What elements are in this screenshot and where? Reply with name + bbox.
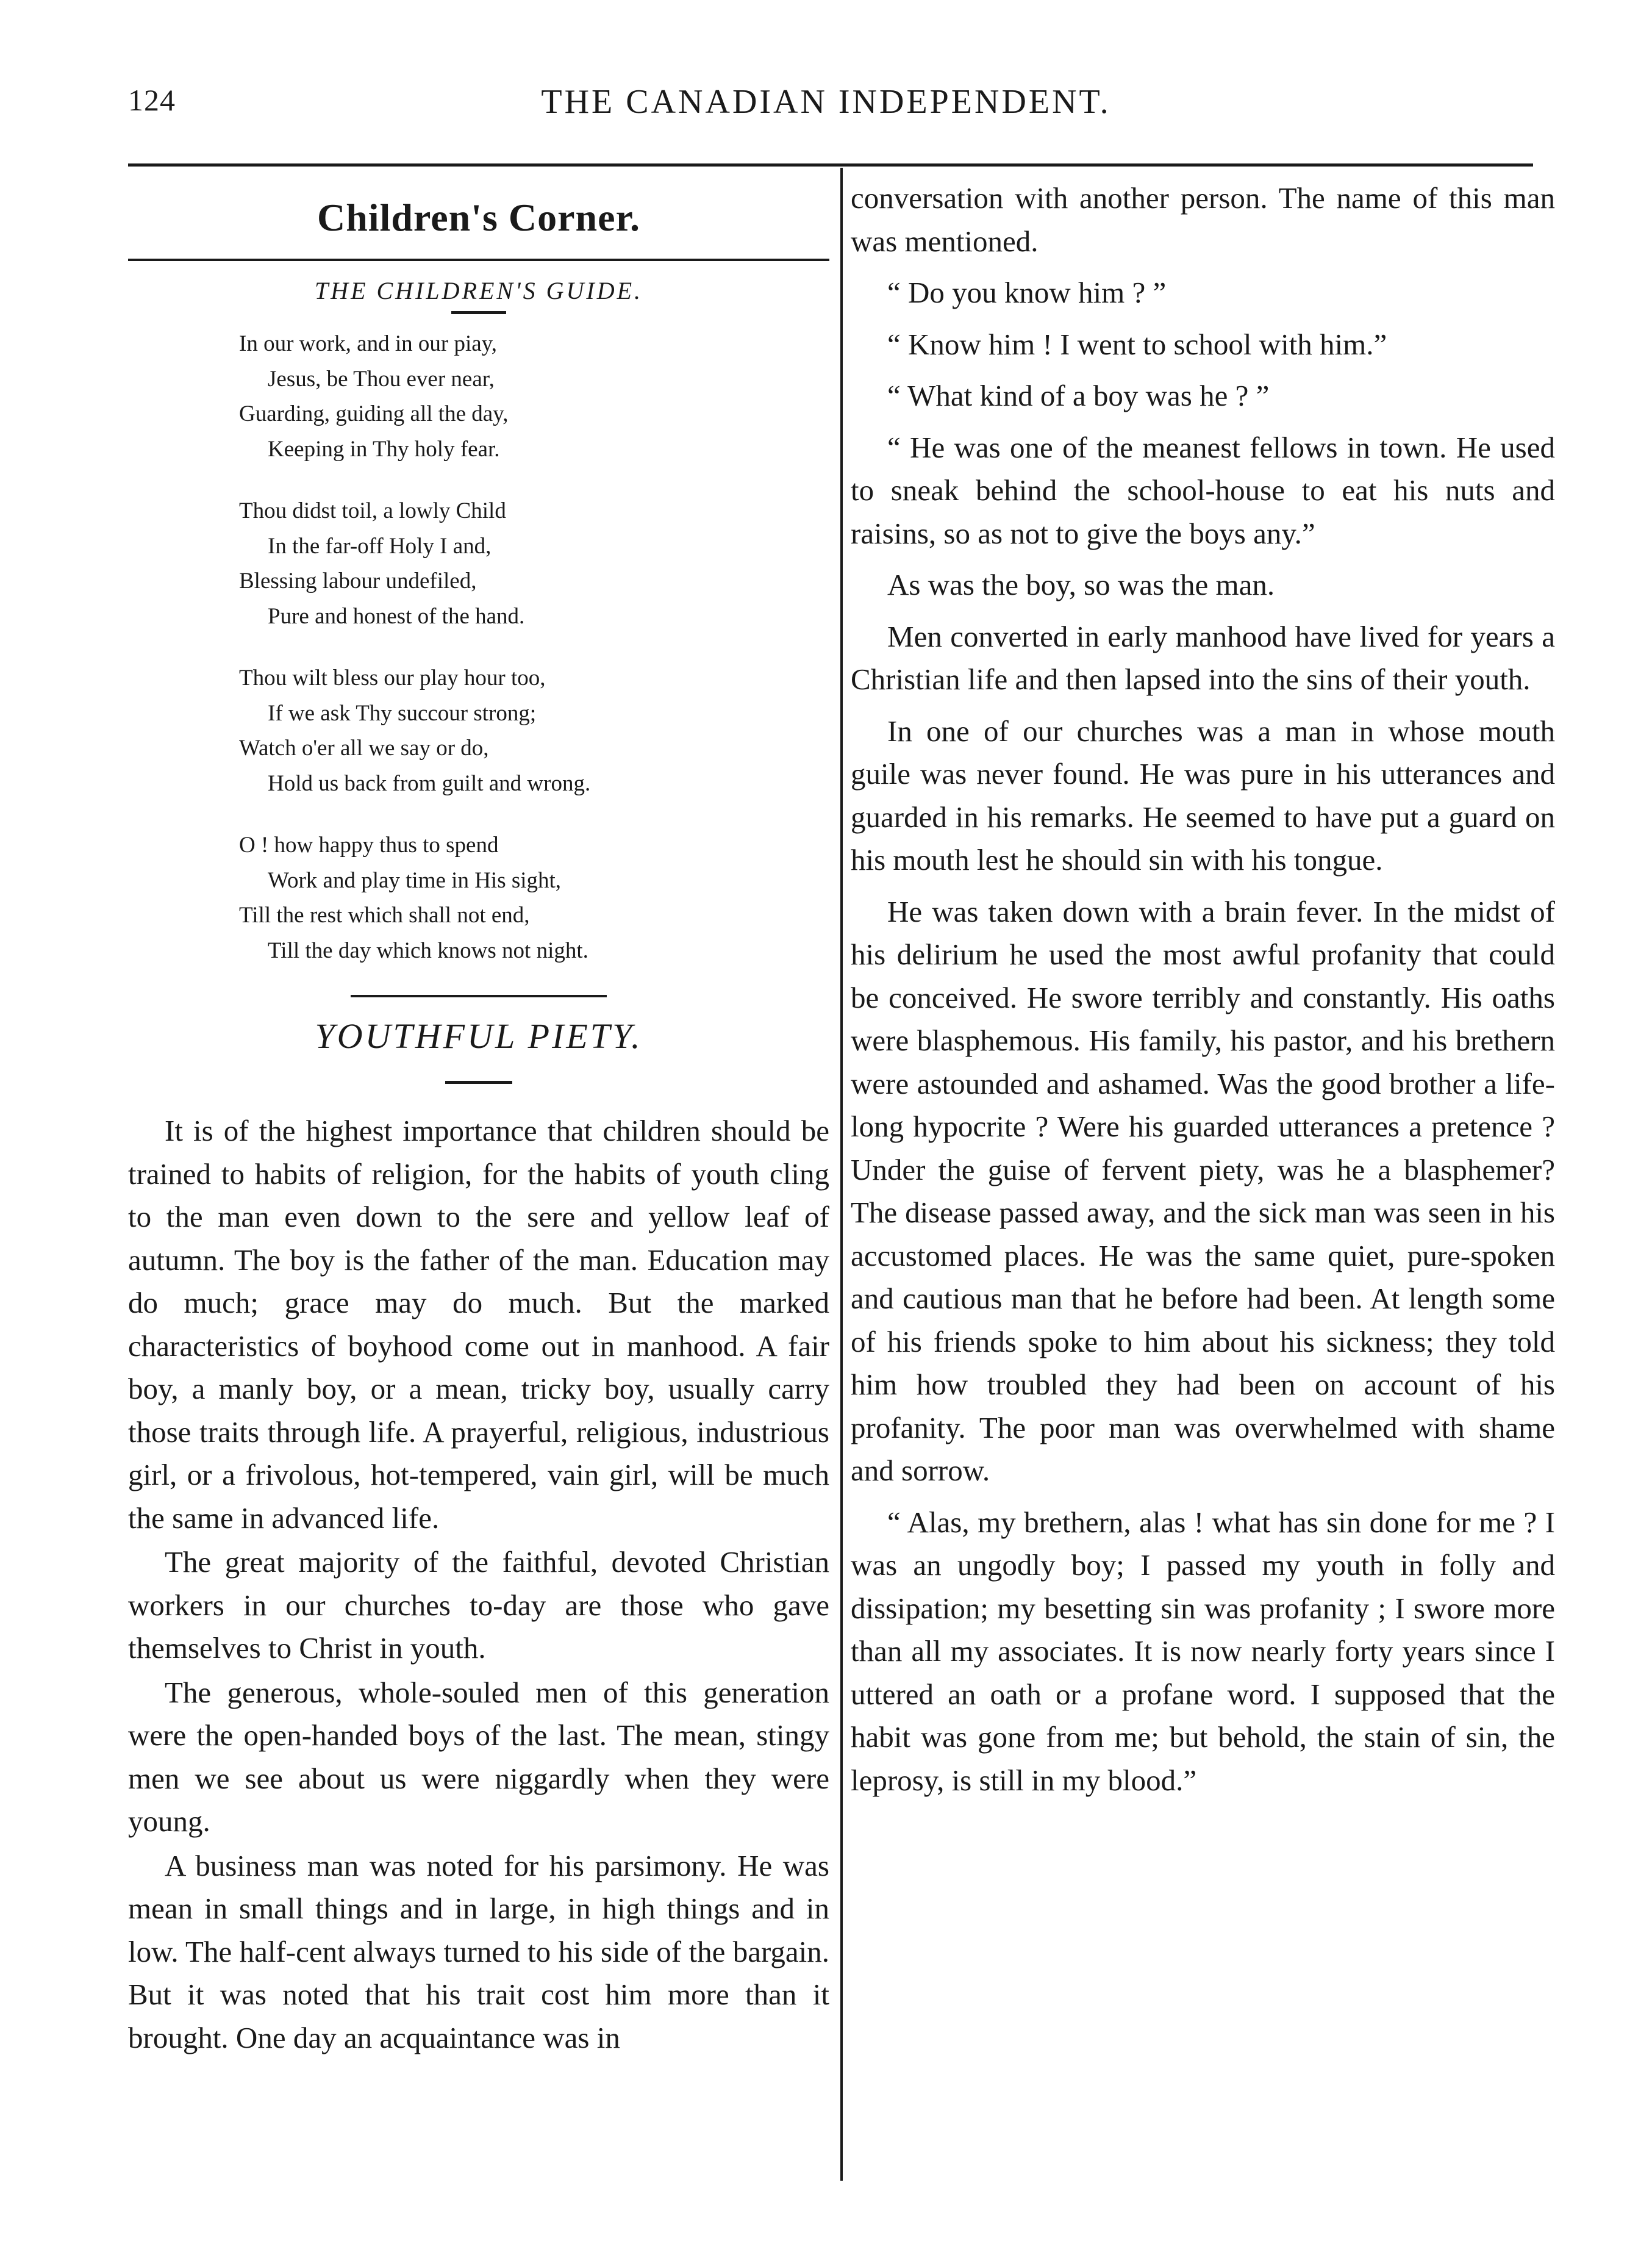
article-divider: [351, 995, 607, 997]
article-paragraph: The great majority of the faithful, devoted Christian workers in our churches to-day are those who gave themselves to Christ in youth.: [128, 1545, 829, 1665]
poem-line: Hold us back from guilt and wrong.: [268, 770, 591, 796]
poem-line: Blessing labour undefiled,: [239, 569, 477, 594]
article-paragraph: conversation with another person. The name of this man was mentioned.: [851, 181, 1555, 258]
poem-line: Work and play time in His sight,: [268, 867, 562, 893]
poem-line: Guarding, guiding all the day,: [239, 401, 509, 426]
page-number: 124: [128, 83, 176, 117]
article-paragraph: The generous, whole-souled men of this generation were the open-handed boys of the last. The mean, stingy men we see about us were niggardly when they were young.: [128, 1675, 829, 1838]
poem-line: In our work, and in our piay,: [239, 331, 498, 356]
poem-line: Till the day which knows not night.: [268, 938, 588, 963]
poem-line: Thou didst toil, a lowly Child: [239, 498, 506, 523]
poem-line: In the far-off Holy I and,: [268, 533, 492, 559]
poem-stanza: [239, 828, 829, 968]
poem-stanza: [239, 661, 829, 801]
section-rule: [128, 259, 829, 261]
article-paragraph: Men converted in early manhood have lived for years a Christian life and then lapsed into the sins of their youth.: [851, 619, 1555, 696]
header-rule: [128, 163, 1533, 167]
poem-line: Keeping in Thy holy fear.: [268, 436, 500, 462]
poem-title-rule: [451, 311, 506, 314]
article-paragraph: “ What kind of a boy was he ? ”: [887, 379, 1270, 412]
section-title: Children's Corner.: [316, 196, 641, 239]
article-paragraph: “ Do you know him ? ”: [887, 276, 1167, 309]
poem-line: Till the rest which shall not end,: [239, 903, 530, 928]
article-paragraph: It is of the highest importance that children should be trained to habits of religion, for the habits of youth cling to the man even down to the sere and yellow leaf of autumn. The boy is the father of the man. Education may do much; grace may do much. But the marked characteristics of boyhood come out in manhood. A fair boy, a manly boy, or a mean, tricky boy, usually carry those traits through life. A prayerful, religious, industrious girl, or a frivolous, hot-tempered, vain girl, will be much the same in advanced life.: [128, 1114, 829, 1535]
article-paragraph: In one of our churches was a man in whose mouth guile was never found. He was pure in his utterances and guarded in his remarks. He seemed to have put a guard on his mouth lest he should sin with his tongue.: [851, 714, 1555, 877]
article-paragraph: “ He was one of the meanest fellows in town. He used to sneak behind the school-house to eat his nuts and raisins, so as not to give the boys any.”: [851, 430, 1555, 550]
poem-line: Pure and honest of the hand.: [268, 603, 525, 629]
poem-line: If we ask Thy succour strong;: [268, 700, 537, 726]
poem-line: Thou wilt bless our play hour too,: [239, 665, 546, 691]
article-title-rule: [445, 1081, 512, 1084]
article-paragraph: As was the boy, so was the man.: [887, 568, 1275, 601]
article-title: YOUTHFUL PIETY.: [315, 1016, 643, 1056]
poem-title: THE CHILDREN'S GUIDE.: [314, 277, 643, 304]
poem-line: Jesus, be Thou ever near,: [268, 366, 495, 392]
poem-stanza: [239, 493, 829, 634]
poem-stanza: [239, 326, 829, 467]
article-paragraph: He was taken down with a brain fever. In the midst of his delirium he used the most awful profanity that could be conceived. He swore terribly and constantly. His oaths were blasphemous. His family, his pastor, and his brethern were astounded and ashamed. Was the good brother a life-long hypocrite ? Were his guarded utterances a pretence ? Under the guise of fervent piety, was he a blasphemer? The disease passed away, and the sick man was seen in his accustomed places. He was the same quiet, pure-spoken and cautious man that he before had been. At length some of his friends spoke to him about his sickness; they told him how troubled they had been on account of his profanity. The poor man was overwhelmed with shame and sorrow.: [851, 894, 1555, 1487]
right-column: [851, 177, 1555, 1810]
journal-title: THE CANADIAN INDEPENDENT.: [541, 83, 1111, 121]
article-paragraph: “ Know him ! I went to school with him.”: [887, 327, 1387, 361]
article-paragraph: A business man was noted for his parsimony. He was mean in small things and in large, in high things and in low. The half-cent always turned to his side of the bargain. But it was noted that his trait cost him more than it brought. One day an acquaintance was in: [128, 1848, 829, 2054]
column-rule: [840, 168, 843, 2181]
running-head: [128, 82, 1524, 137]
left-column: [128, 177, 829, 2061]
poem-line: Watch o'er all we say or do,: [239, 736, 489, 761]
article-paragraph: “ Alas, my brethern, alas ! what has sin done for me ? I was an ungodly boy; I passed my youth in folly and dissipation; my besetting sin was profanity ; I swore more than all my associates. It is now nearly forty years since I uttered an oath or a profane word. I supposed that the habit was gone from me; but behold, the stain of sin, the leprosy, is still in my blood.”: [851, 1505, 1555, 1797]
poem-line: O ! how happy thus to spend: [239, 833, 499, 858]
